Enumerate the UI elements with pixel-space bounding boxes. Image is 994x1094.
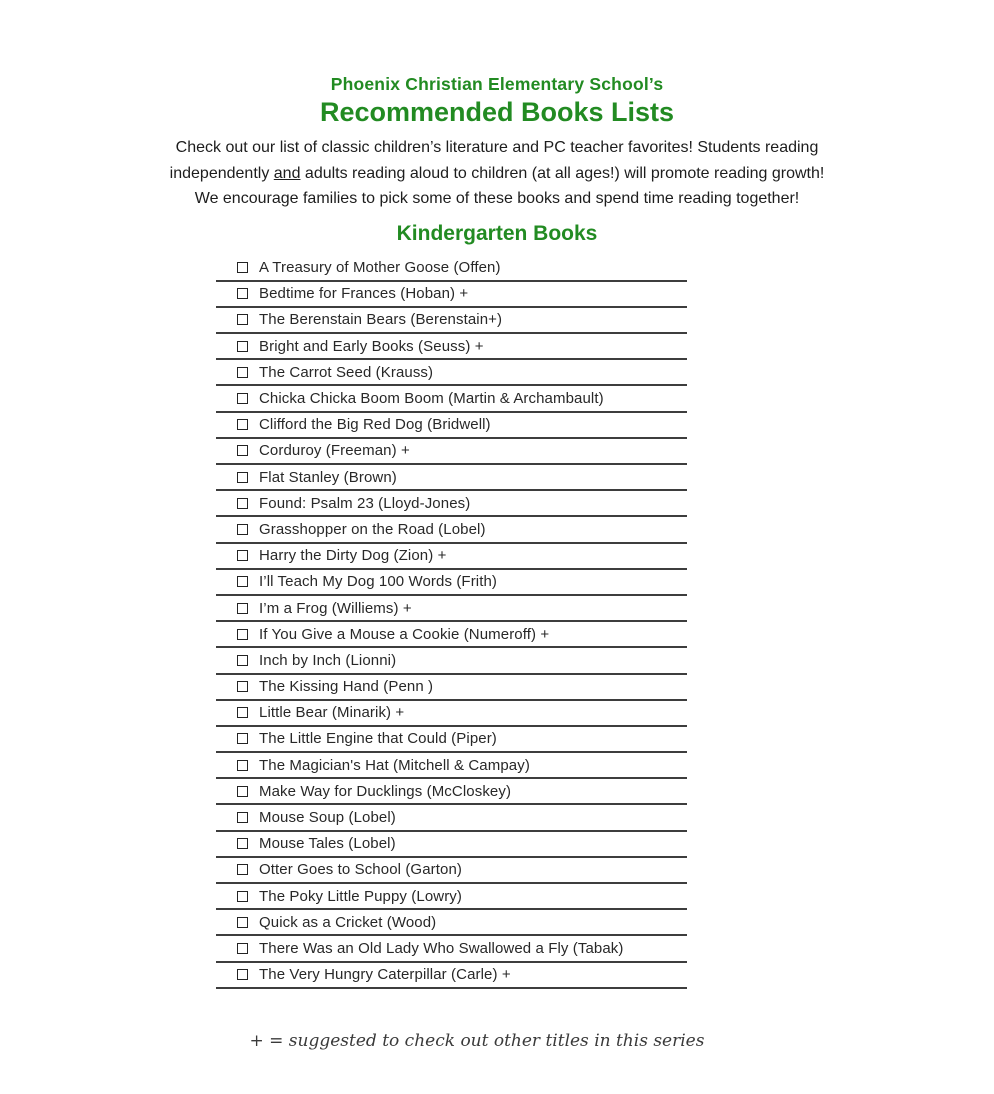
book-title: Mouse Tales (Lobel) [259, 835, 396, 853]
book-row [216, 439, 687, 465]
book-title: Flat Stanley (Brown) [259, 468, 397, 486]
section-title: Kindergarten Books [396, 221, 598, 245]
book-title: Chicka Chicka Boom Boom (Martin & Archambault) [259, 390, 604, 408]
book-row [216, 858, 687, 884]
book-row [216, 570, 687, 596]
intro-line-1: Check out our list of classic children’s literature and PC teacher favorites! Students reading [175, 139, 819, 156]
book-title: Grasshopper on the Road (Lobel) [259, 520, 486, 538]
book-row [216, 727, 687, 753]
book-row [216, 386, 687, 412]
book-checkbox[interactable] [237, 524, 248, 535]
book-row [216, 910, 687, 936]
book-row [216, 701, 687, 727]
book-title: The Magician's Hat (Mitchell & Campay) [259, 756, 530, 774]
book-checkbox[interactable] [237, 262, 248, 273]
book-title: Clifford the Big Red Dog (Bridwell) [259, 416, 491, 434]
book-row [216, 753, 687, 779]
book-title: The Carrot Seed (Krauss) [259, 363, 434, 381]
book-title: The Very Hungry Caterpillar (Carle) + [259, 966, 511, 984]
book-title: Otter Goes to School (Garton) [259, 861, 462, 879]
book-row [216, 413, 687, 439]
footnote: + = suggested to check out other titles in this series [249, 1030, 705, 1051]
book-title: There Was an Old Lady Who Swallowed a Fly (Tabak) [259, 939, 624, 957]
book-row [216, 805, 687, 831]
book-checkbox[interactable] [237, 288, 248, 299]
book-title: Little Bear (Minarik) + [259, 704, 405, 722]
book-row [216, 256, 687, 282]
book-checkbox[interactable] [237, 838, 248, 849]
book-checkbox[interactable] [237, 864, 248, 875]
book-title: The Little Engine that Could (Piper) [259, 730, 497, 748]
book-title: Corduroy (Freeman) + [259, 442, 410, 460]
book-row [216, 544, 687, 570]
book-title: Inch by Inch (Lionni) [259, 651, 397, 669]
book-checkbox[interactable] [237, 367, 248, 378]
book-title: Bedtime for Frances (Hoban) + [259, 285, 469, 303]
book-checkbox[interactable] [237, 393, 248, 404]
book-checkbox[interactable] [237, 891, 248, 902]
school-title: Phoenix Christian Elementary School’s [330, 74, 664, 94]
book-checkbox[interactable] [237, 472, 248, 483]
book-title: The Kissing Hand (Penn ) [259, 678, 434, 696]
book-checkbox[interactable] [237, 655, 248, 666]
book-checkbox[interactable] [237, 707, 248, 718]
book-row [216, 675, 687, 701]
book-checkbox[interactable] [237, 498, 248, 509]
book-row [216, 779, 687, 805]
intro-line-2 [0, 161, 994, 187]
book-checkbox[interactable] [237, 341, 248, 352]
book-row [216, 465, 687, 491]
book-checkbox[interactable] [237, 419, 248, 430]
book-title: Found: Psalm 23 (Lloyd-Jones) [259, 494, 471, 512]
intro-line-2-pre: independently [169, 164, 274, 182]
book-title: Mouse Soup (Lobel) [259, 809, 396, 827]
book-checkbox[interactable] [237, 969, 248, 980]
book-title: I’m a Frog (Williems) + [259, 599, 412, 617]
book-checkbox[interactable] [237, 314, 248, 325]
book-checkbox[interactable] [237, 733, 248, 744]
intro-underlined-and: and [273, 164, 301, 182]
book-title: The Poky Little Puppy (Lowry) [259, 887, 462, 905]
intro-line-2-post: adults reading aloud to children (at all ages!) will promote reading growth! [300, 164, 825, 182]
book-checkbox[interactable] [237, 760, 248, 771]
book-row [216, 963, 687, 989]
intro-paragraph [0, 135, 994, 212]
book-checkbox[interactable] [237, 681, 248, 692]
book-title: The Berenstain Bears (Berenstain+) [259, 311, 503, 329]
book-row [216, 648, 687, 674]
book-checkbox[interactable] [237, 550, 248, 561]
book-list [216, 256, 687, 989]
book-row [216, 884, 687, 910]
book-row [216, 308, 687, 334]
book-row [216, 360, 687, 386]
book-title: A Treasury of Mother Goose (Offen) [259, 259, 501, 277]
book-row [216, 517, 687, 543]
book-checkbox[interactable] [237, 943, 248, 954]
book-checkbox[interactable] [237, 576, 248, 587]
book-checkbox[interactable] [237, 812, 248, 823]
book-row [216, 334, 687, 360]
book-title: Bright and Early Books (Seuss) + [259, 337, 484, 355]
book-title: Harry the Dirty Dog (Zion) + [259, 547, 447, 565]
book-checkbox[interactable] [237, 603, 248, 614]
book-checkbox[interactable] [237, 445, 248, 456]
book-row [216, 491, 687, 517]
book-title: Make Way for Ducklings (McCloskey) [259, 782, 512, 800]
book-row [216, 282, 687, 308]
book-checkbox[interactable] [237, 786, 248, 797]
book-title: If You Give a Mouse a Cookie (Numeroff) + [259, 625, 550, 643]
intro-line-3: We encourage families to pick some of these books and spend time reading together! [194, 190, 800, 207]
book-row [216, 622, 687, 648]
book-title: Quick as a Cricket (Wood) [259, 913, 437, 931]
book-checkbox[interactable] [237, 629, 248, 640]
book-row [216, 936, 687, 962]
book-title: I’ll Teach My Dog 100 Words (Frith) [259, 573, 498, 591]
page-title: Recommended Books Lists [319, 97, 675, 127]
book-checkbox[interactable] [237, 917, 248, 928]
book-row [216, 596, 687, 622]
book-row [216, 832, 687, 858]
